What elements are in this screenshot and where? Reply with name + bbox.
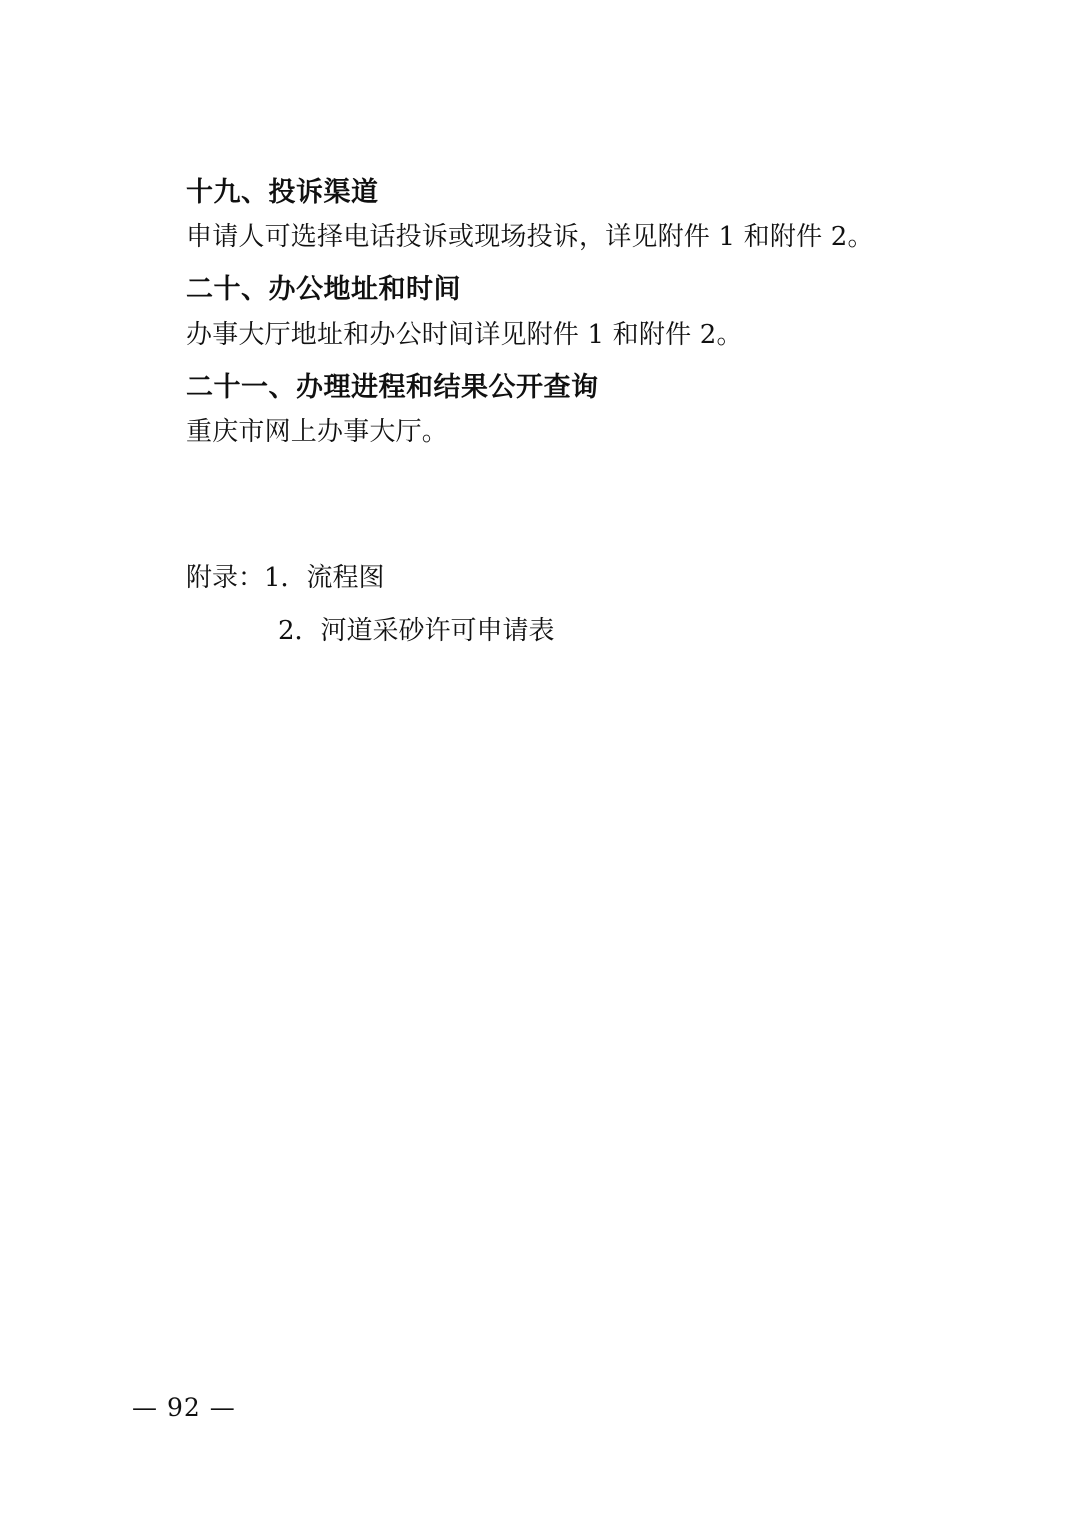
section-paragraph-office-address-time: 办事大厅地址和办公时间详见附件 1 和附件 2。	[186, 319, 743, 350]
vertical-spacer	[186, 470, 956, 562]
section-heading-complaint-channel: 十九、投诉渠道	[186, 177, 379, 208]
appendix-block	[186, 562, 956, 647]
section-heading-progress-inquiry: 二十一、办理进程和结果公开查询	[186, 371, 599, 403]
section-heading-office-address-time: 二十、办公地址和时间	[186, 274, 461, 306]
appendix-item-1: 附录：1．流程图	[186, 563, 385, 594]
page-number: — 92 —	[132, 1393, 236, 1422]
appendix-item-2: 2．河道采砂许可申请表	[278, 615, 555, 646]
section-paragraph-complaint-channel: 申请人可选择电话投诉或现场投诉，详见附件 1 和附件 2。	[186, 222, 874, 253]
section-paragraph-progress-inquiry: 重庆市网上办事大厅。	[186, 417, 449, 448]
document-body	[186, 178, 956, 667]
